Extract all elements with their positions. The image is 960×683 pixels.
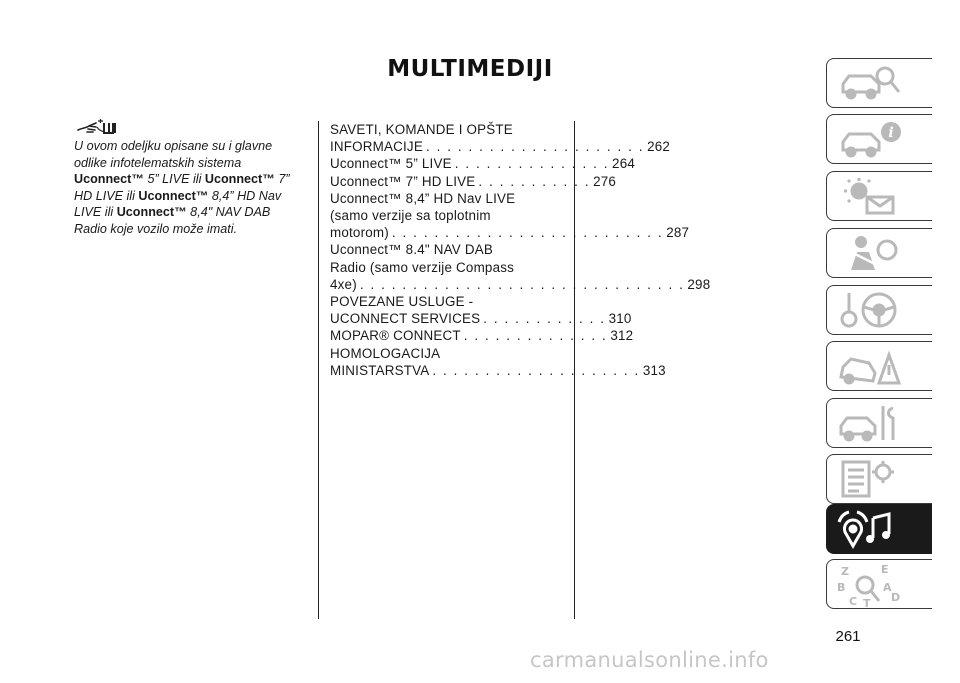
toc-leader-dots: . . . . . . . . . . . . . . . . . . . . . . . . . .: [391, 225, 664, 241]
steering-wheel-key-icon: [835, 289, 905, 331]
svg-text:C: C: [849, 595, 858, 608]
toc-entry[interactable]: [330, 190, 690, 242]
intro-column: [74, 118, 304, 238]
toc-entry-label: 4xe): [330, 276, 357, 292]
tab-maintenance[interactable]: [826, 398, 932, 448]
svg-text:B: B: [837, 581, 846, 594]
tab-multimedia[interactable]: [826, 504, 932, 554]
toc-entry[interactable]: [330, 293, 632, 327]
toc-entry-label: MOPAR® CONNECT: [330, 328, 461, 344]
toc-page-number: 312: [610, 328, 634, 344]
toc-entry-label: UCONNECT SERVICES: [330, 311, 481, 327]
toc-leader-dots: . . . . . . . . . . . . . . . . . . . . .: [425, 139, 645, 155]
car-search-icon: [835, 62, 905, 104]
toc-entry-label: Uconnect™ 7” HD LIVE: [330, 173, 476, 189]
intro-text-part: 8,4” HD Nav LIVE ili: [74, 188, 282, 220]
toc-page-number: 310: [608, 311, 632, 327]
car-tools-icon: [835, 402, 905, 444]
specifications-gear-icon: [835, 458, 905, 500]
toc-leader-dots: . . . . . . . . . . . . . . . . . . . . . . . . . . . . . . .: [359, 276, 685, 292]
column-divider-left: [318, 121, 319, 619]
toc-leader-dots: . . . . . . . . . . .: [478, 173, 591, 189]
toc-entry-label: Uconnect™ 5” LIVE: [330, 156, 452, 172]
watermark-text: carmanualsonline.info: [530, 648, 769, 672]
table-of-contents: [330, 121, 711, 379]
tab-warning-lights[interactable]: [826, 171, 932, 221]
toc-entry[interactable]: [330, 345, 666, 379]
tab-index[interactable]: [826, 559, 932, 609]
toc-leader-dots: . . . . . . . . . . . . . .: [463, 328, 608, 344]
intro-text: [74, 138, 304, 238]
tab-safety[interactable]: [826, 228, 932, 278]
warning-light-envelope-icon: [835, 175, 905, 217]
toc-entry-line: SAVETI, KOMANDE I OPŠTE: [330, 122, 513, 137]
page-number: 261: [835, 628, 861, 645]
car-crash-warning-icon: [835, 345, 905, 387]
toc-page-number: 264: [612, 156, 635, 172]
intro-text-part: 5” LIVE ili: [143, 172, 205, 187]
multimedia-music-icon: [835, 508, 905, 550]
toc-page-number: 313: [642, 362, 666, 378]
intro-text-part: U ovom odeljku opisane su i glavne odlike infotelematskih sistema: [74, 139, 273, 170]
intro-brand: Uconnect™: [74, 172, 144, 187]
toc-entry-line: Uconnect™ 8.4" NAV DAB: [330, 242, 493, 258]
intro-brand: Uconnect™: [138, 188, 209, 203]
toc-entry-line: HOMOLOGACIJA: [330, 345, 441, 361]
car-info-icon: [835, 118, 905, 160]
svg-text:E: E: [881, 563, 889, 576]
toc-entry[interactable]: [330, 155, 635, 172]
intro-text-part: 8,4" NAV DAB Radio koje vozilo može imati.: [74, 205, 271, 236]
toc-entry-line: Radio (samo verzije Compass: [330, 259, 515, 275]
tab-starting-driving[interactable]: [826, 285, 932, 335]
toc-entry[interactable]: [330, 173, 617, 190]
toc-entry-line: POVEZANE USLUGE -: [330, 294, 474, 310]
intro-brand: Uconnect™: [116, 205, 187, 220]
toc-page-number: 298: [687, 276, 711, 292]
toc-entry-line: Uconnect™ 8,4” HD Nav LIVE: [330, 190, 516, 206]
page-title: MULTIMEDIJI: [387, 56, 553, 82]
svg-text:A: A: [883, 581, 892, 594]
toc-entry-label: INFORMACIJE: [330, 139, 423, 155]
intro-text-part: 7” HD LIVE ili: [74, 172, 290, 203]
toc-page-number: 287: [666, 225, 690, 241]
tab-emergency[interactable]: [826, 341, 932, 391]
toc-page-number: 262: [647, 139, 671, 155]
toc-entry-label: motorom): [330, 225, 389, 241]
svg-text:D: D: [891, 591, 901, 604]
tab-car-info[interactable]: [826, 114, 932, 164]
svg-text:T: T: [863, 597, 871, 610]
intro-brand: Uconnect™: [204, 172, 275, 187]
toc-leader-dots: . . . . . . . . . . . . . . .: [454, 156, 610, 172]
hand-arrow-uconnect-icon: [76, 118, 120, 136]
toc-leader-dots: . . . . . . . . . . . .: [483, 311, 606, 327]
toc-page-number: 276: [593, 173, 617, 189]
tab-technical-data[interactable]: [826, 454, 932, 504]
toc-entry[interactable]: [330, 121, 671, 155]
tab-car-search[interactable]: [826, 58, 932, 108]
toc-entry[interactable]: [330, 327, 634, 344]
svg-text:i: i: [888, 125, 894, 141]
toc-entry-label: MINISTARSTVA: [330, 362, 430, 378]
alphabetical-index-icon: [835, 563, 905, 611]
svg-text:Z: Z: [841, 565, 849, 578]
airbag-seatbelt-icon: [835, 232, 905, 274]
toc-entry-line: (samo verzije sa toplotnim: [330, 208, 491, 224]
toc-leader-dots: . . . . . . . . . . . . . . . . . . . .: [432, 362, 640, 378]
toc-entry[interactable]: [330, 241, 711, 293]
